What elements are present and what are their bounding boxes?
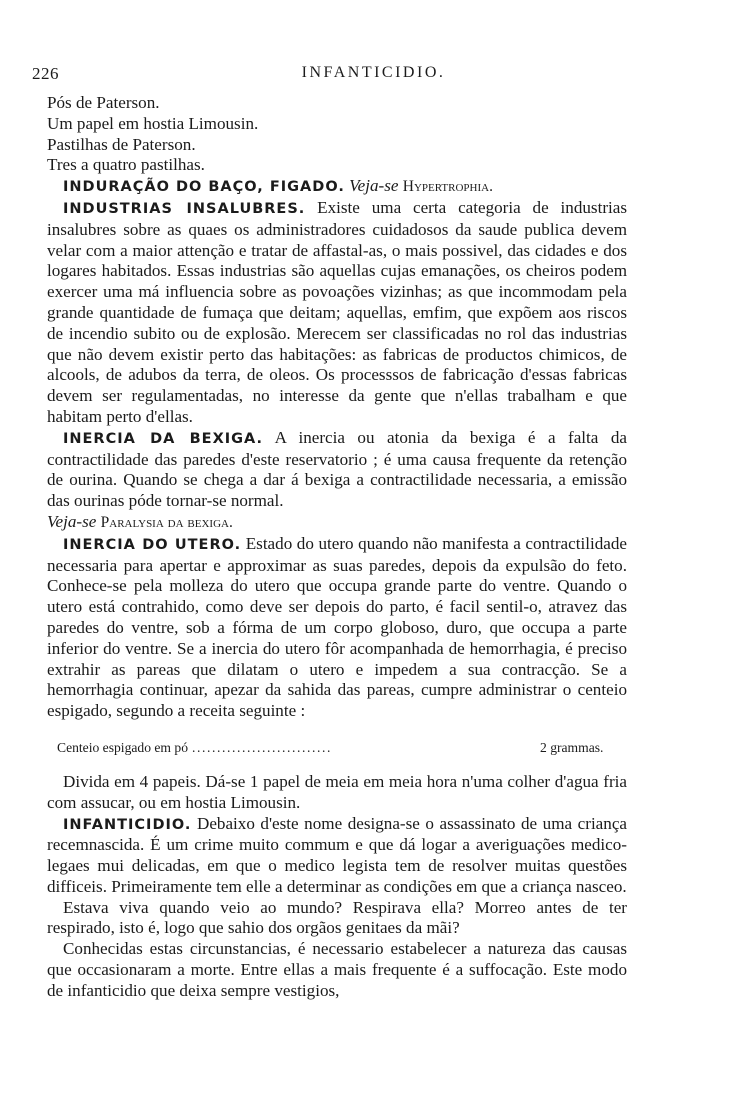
see-label: Veja-se — [47, 511, 97, 531]
entry-industrias — [47, 198, 627, 428]
entry-text: Estado do utero quando não manifesta a contractilidade necessaria para apertar e approximar as suas paredes, depois da expulsão do feto. Conhece-se pela molleza do utero que occupa grande parte do ventre. Quando o utero está contrahido, como deve ser depois do parto, é facil sentil-o, atravez das paredes do ventre, sob a fórma de um corpo globoso, duro, que occupa a parte inferior do ventre. Se a inercia do utero fôr acompanhada de hemorrhagia, é preciso extrahir as pareas que dilatam o utero e impedem a sua contracção. Se a hemorrhagia continuar, apezar da sahida das pareas, cumpre administrar o centeio espigado, segundo a receita seguinte : — [47, 533, 627, 721]
entry-inercia-utero — [47, 534, 627, 722]
paragraph: Estava viva quando veio ao mundo? Respirava ella? Morreo antes de ter respirado, isto é, logo que sahio dos orgãos genitaes da mãi? — [47, 897, 627, 938]
page-header — [0, 64, 747, 86]
page-body — [47, 93, 627, 1002]
recipe-leader: ............................ — [192, 739, 332, 755]
entry-induracao — [47, 176, 627, 198]
page-number: 226 — [32, 64, 59, 83]
recipe-quantity: 2 grammas. — [540, 739, 604, 755]
list-item: Um papel em hostia Limousin. — [47, 113, 259, 133]
entry-text: Debaixo d'este nome designa-se o assassinato de uma criança recemnascida. É um crime muito commum e que dá logar a averiguações medico-legaes mui delicadas, em que o medico legista tem de resolver muitas questões difficeis. Primeiramente tem elle a determinar as condições em que a criança nasceo. — [47, 813, 627, 896]
recipe-line — [57, 740, 622, 756]
list-item: Tres a quatro pastilhas. — [47, 155, 205, 175]
headword: INERCIA DO UTERO. — [63, 536, 242, 553]
headword: INFANTICIDIO. — [63, 816, 192, 833]
headword: INERCIA DA BEXIGA. — [63, 430, 264, 447]
entry-text: Existe uma certa categoria de industrias insalubres sobre as quaes os administradores cuidadosos da saude publica devem velar com a maior attenção e tratar de affastal-as, o mais possivel, das cidades e dos logares habitados. Essas industrias são aquellas cujas emanações, os cheiros podem exercer uma má influencia sobre as povoações vizinhas; as que incommodam pela grande quantidade de fumaça que deitam; aquellas, emfim, que expõem aos riscos de incendio subito ou de explosão. Merecem ser classificadas no rol das industrias que não devem existir perto das habitações: as fabricas de productos chimicos, de alcools, de adubos da terra, de oleos. Os processsos de fabricação d'essas fabricas devem ser regulamentadas, no interesse da gente que n'ellas trabalham e que habitam perto d'ellas. — [47, 197, 627, 426]
paragraph: Conhecidas estas circunstancias, é necessario estabelecer a natureza das causas que occasionaram a morte. Entre ellas a mais frequente é a suffocação. Este modo de infanticidio que deixa sempre vestigios, — [47, 939, 627, 1000]
headword: INDUSTRIAS INSALUBRES. — [63, 200, 306, 217]
entry-text: A inercia ou atonia da bexiga é a falta da contractilidade das paredes d'este reservatorio ; é uma causa frequente da retenção de ourina. Quando se chega a dar á bexiga a contractilidade necessaria, a emissão das ourinas póde tornar-se normal. — [47, 427, 627, 511]
recipe-item: Centeio espigado em pó — [57, 739, 188, 755]
list-item: Pós de Paterson. — [47, 93, 160, 112]
entry-inercia-bexiga — [47, 428, 627, 512]
cross-reference: Paralysia da bexiga. — [100, 513, 233, 531]
entry-infanticidio — [47, 814, 627, 898]
see-label: Veja-se — [349, 176, 399, 196]
cross-reference: Hypertrophia. — [402, 178, 493, 196]
running-title: INFANTICIDIO. — [301, 64, 446, 81]
headword: INDURAÇÃO DO BAÇO, FIGADO. — [63, 179, 345, 196]
list-item: Pastilhas de Paterson. — [47, 134, 196, 154]
see-also — [47, 512, 627, 534]
paragraph: Divida em 4 papeis. Dá-se 1 papel de meia em meia hora n'uma colher d'agua fria com assucar, ou em hostia Limousin. — [47, 771, 627, 812]
